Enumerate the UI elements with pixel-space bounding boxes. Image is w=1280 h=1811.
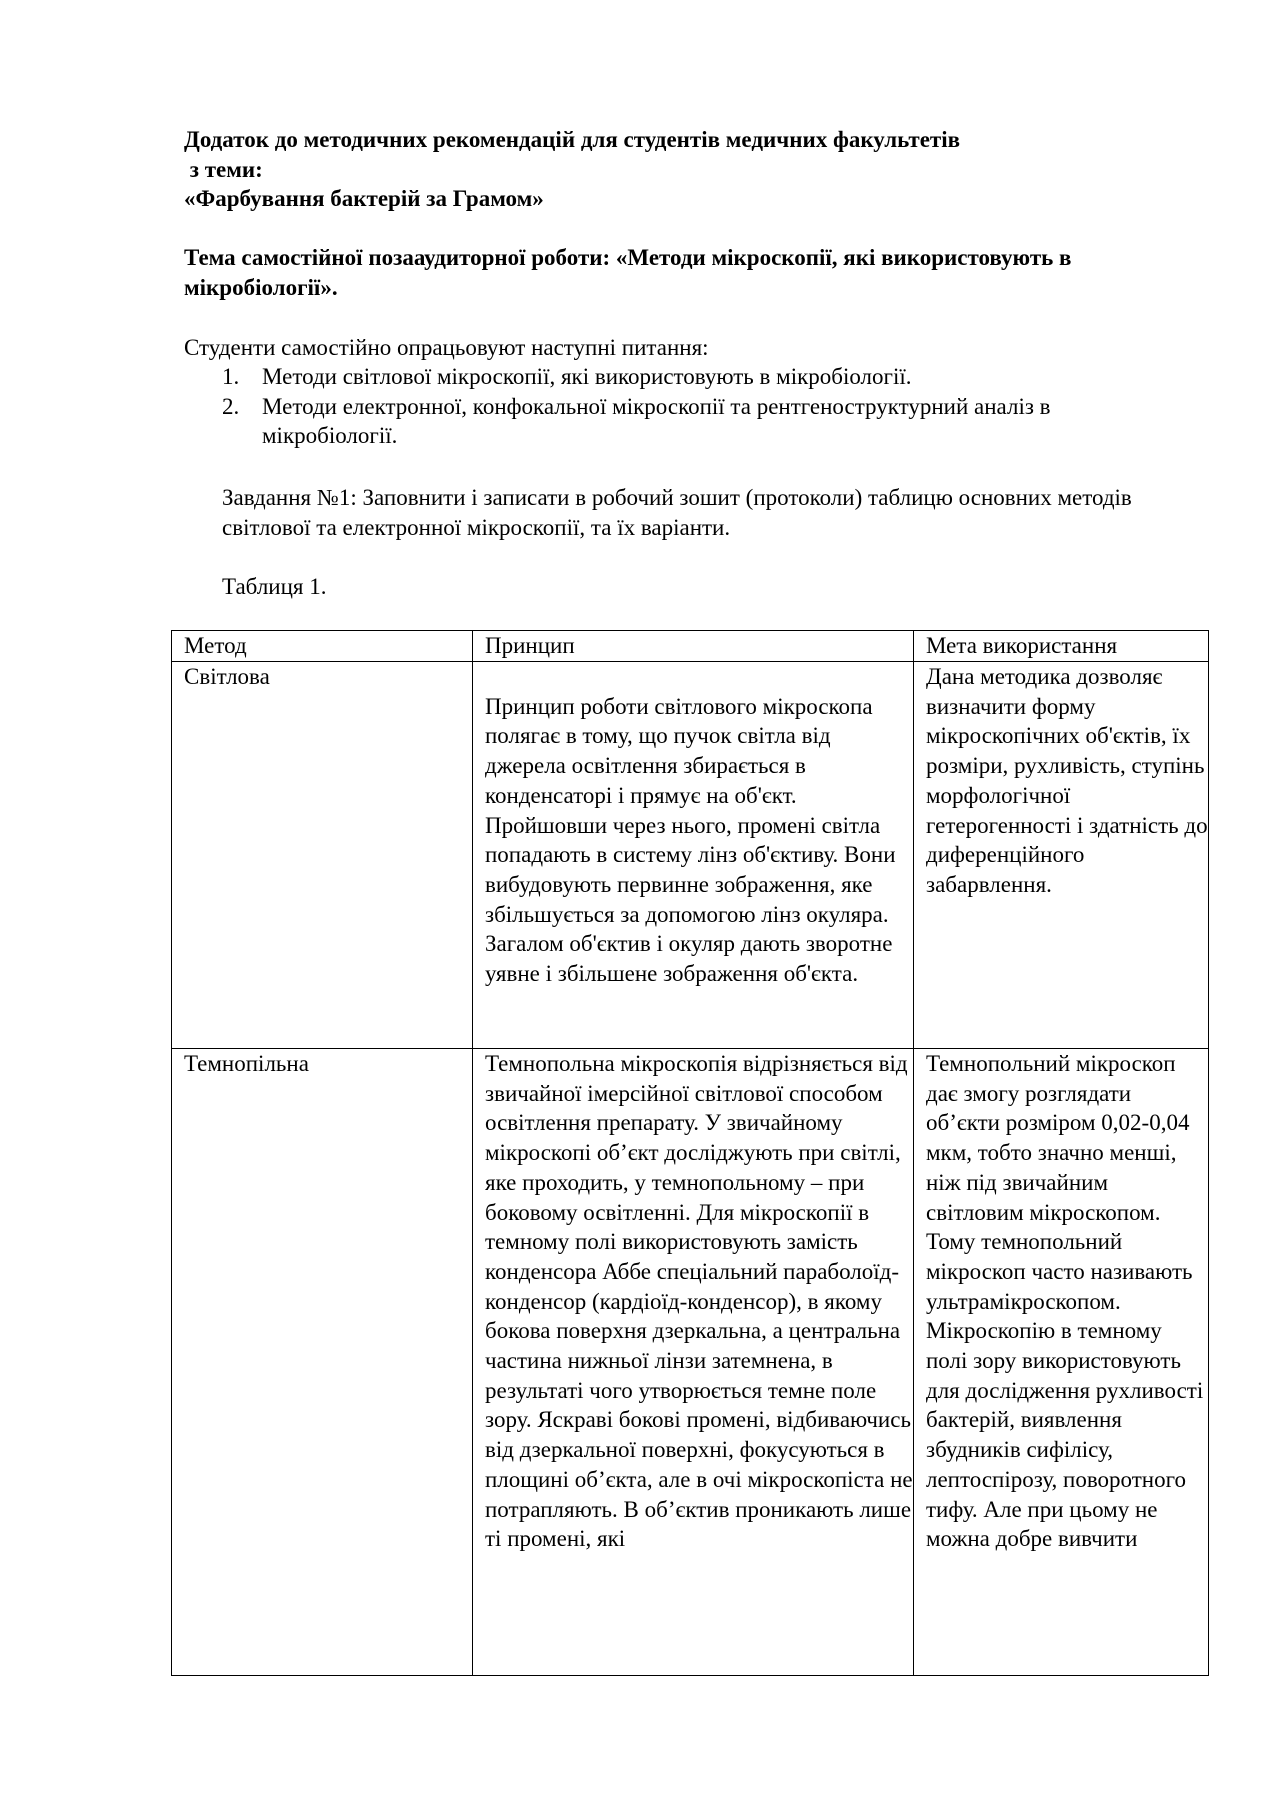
heading-line-2: з теми: [184,156,263,182]
table-caption: Таблиця 1. [222,574,327,599]
list-item-number: 1. [222,364,240,389]
method-cell: Темнопільна [172,1049,473,1676]
heading-line-3: «Фарбування бактерій за Грамом» [184,186,544,211]
header-cell-purpose: Мета використання [914,631,1209,662]
list-item-number: 2. [222,393,240,419]
table-row [172,662,1209,1049]
task-text: Завдання №1: Заповнити і записати в робочий зошит (протоколи) таблицю основних методів світлової та електронної мікроскопії, та їх варіанти. [222,485,1132,540]
intro-text: Студенти самостійно опрацьовуют наступні питання: [184,335,709,360]
purpose-text: Дана методика дозволяє визначити форму мікроскопічних об'єктів, їх розміри, рухливість, ступінь морфологічної гетерогенності і здатність до диференційного забарвлення. [926,664,1208,897]
purpose-cell [914,662,1209,1049]
topic-title: Тема самостійної позааудиторної роботи: «Методи мікроскопії, які використовують в мікробіології». [184,245,1072,300]
methods-table [171,630,1209,1676]
purpose-text: Темнопольний мікроскоп дає змогу розглядати об’єкти розміром 0,02-0,04 мкм, тобто значно менші, ніж під звичайним світловим мікроскопом. Тому темнопольний мікроскоп часто називають ультрамікроскопом. Мікроскопію в темному полі зору використовують для дослідження рухливості бактерій, виявлення збудників сифілісу, лептоспірозу, поворотного тифу. Але при цьому не можна добре вивчити [926,1051,1204,1552]
questions-list [184,362,1184,451]
table-header-row [172,631,1209,662]
list-item [184,392,1184,451]
header-cell-principle: Принцип [473,631,914,662]
document-heading [184,125,1224,214]
list-item-text: Методи електронної, конфокальної мікроскопії та рентгеноструктурний аналіз в мікробіології. [262,393,1051,448]
header-cell-method: Метод [172,631,473,662]
heading-line-1: Додаток до методичних рекомендацій для студентів медичних факультетів [184,127,961,152]
principle-text: Принцип роботи світлового мікроскопа полягає в тому, що пучок світла від джерела освітлення збирається в конденсаторі і прямує на об'єкт. Пройшовши через нього, промені світла попадають в систему лінз об'єктиву. Вони вибудовують первинне зображення, яке збільшується за допомогою лінз окуляра. Загалом об'єктив і окуляр дають зворотне уявне і збільшене зображення об'єкта. [485,693,896,987]
table-row [172,1049,1209,1676]
principle-cell [473,1049,914,1676]
principle-cell [473,662,914,1049]
list-item-text: Методи світлової мікроскопії, які використовують в мікробіології. [262,364,912,389]
method-cell: Світлова [172,662,473,1049]
list-item [184,362,1184,392]
purpose-cell [914,1049,1209,1676]
principle-text: Темнопольна мікроскопія відрізняється від звичайної імерсійної світлової способом освітлення препарату. У звичайному мікроскопі об’єкт досліджують при світлі, яке проходить, у темнопольному – при боковому освітленні. Для мікроскопії в темному полі використовують замість конденсора Аббе спеціальний параболоїд-конденсор (кардіоїд-конденсор), в якому бокова поверхня дзеркальна, а центральна частина нижньої лінзи затемнена, в результаті чого утворюється темне поле зору. Яскраві бокові промені, відбиваючись від дзеркальної поверхні, фокусуються в площині об’єкта, але в очі мікроскопіста не потрапляють. В об’єктив проникають лише ті промені, які [485,1051,913,1552]
